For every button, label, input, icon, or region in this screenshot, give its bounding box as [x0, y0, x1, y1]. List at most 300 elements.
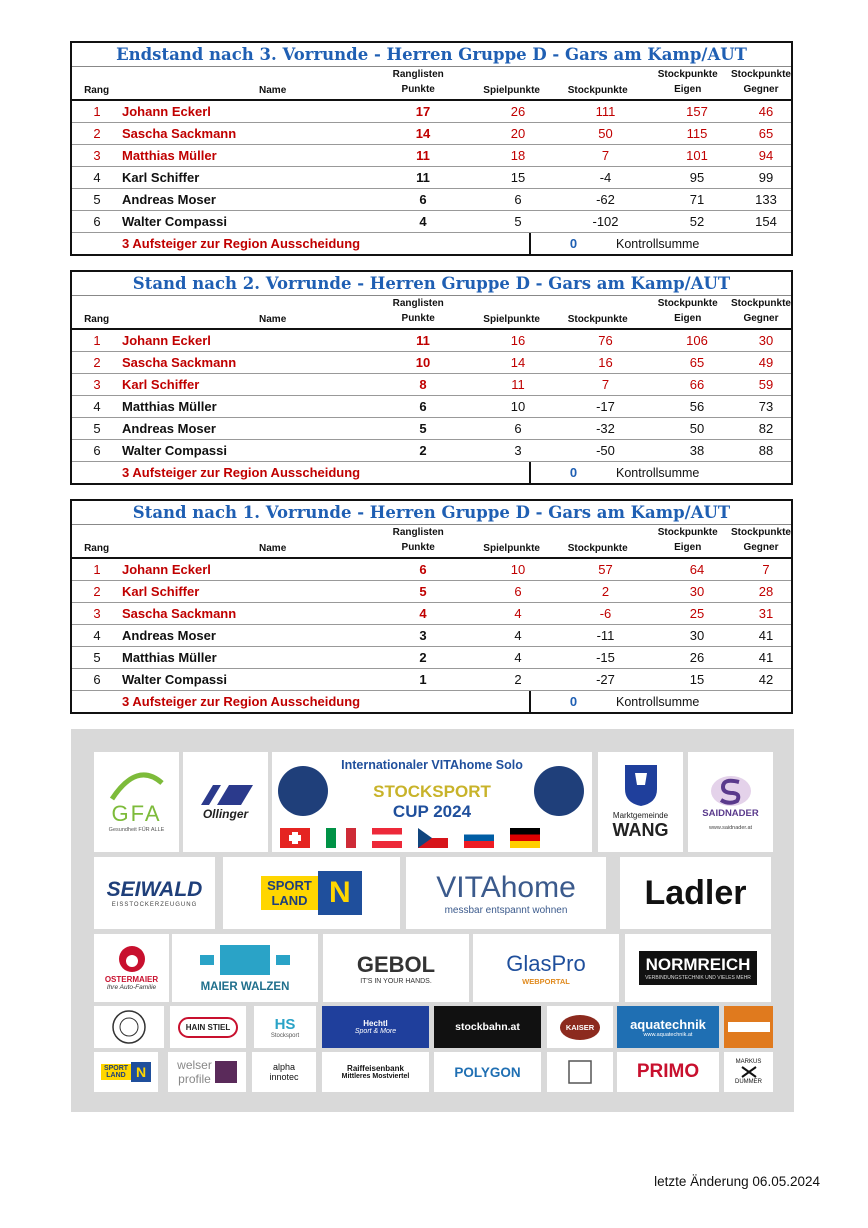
cell-stockpunkte: 7 — [601, 377, 610, 392]
cell-ranglisten-punkte: 1 — [419, 672, 427, 687]
markus-dummer-logo — [724, 1052, 773, 1092]
huber-logo — [724, 1006, 773, 1048]
header-gegner-line1: Stockpunkte — [730, 527, 791, 538]
raiffeisen-name: Raiffeisenbank — [347, 1064, 404, 1073]
cell-stockpunkte-eigen: 38 — [689, 443, 705, 458]
sponsor-panel — [71, 729, 794, 1112]
header-ranglisten-punkte — [364, 525, 472, 557]
cell-stockpunkte: -4 — [599, 170, 612, 185]
vitahome-logo — [406, 857, 606, 929]
wang-municipality: Marktgemeinde — [612, 811, 669, 820]
cell-name: Andreas Moser — [122, 421, 216, 436]
table-row — [72, 188, 791, 210]
control-sum-value: 0 — [569, 236, 578, 251]
sportland-sport: SPORT — [267, 878, 312, 893]
cell-stockpunkte-gegner: 49 — [758, 355, 774, 370]
gorilla-icon — [116, 945, 148, 975]
cell-stockpunkte-eigen: 30 — [689, 628, 705, 643]
table-row — [72, 417, 791, 439]
cell-stockpunkte: 16 — [598, 355, 613, 370]
cell-stockpunkte-eigen: 64 — [689, 562, 705, 577]
cup-right-emblem — [534, 766, 584, 816]
cell-stockpunkte: 2 — [601, 584, 610, 599]
ollinger-stripes-icon — [191, 783, 261, 807]
last-change-date: letzte Änderung 06.05.2024 — [654, 1174, 820, 1189]
sportland-small-n-icon: N — [131, 1062, 151, 1082]
cell-rang: 2 — [93, 584, 101, 599]
cell-name: Johann Eckerl — [122, 104, 211, 119]
cell-spielpunkte: 3 — [514, 443, 522, 458]
cell-name: Matthias Müller — [122, 650, 217, 665]
header-stockpunkte: Stockpunkte — [567, 314, 628, 325]
cell-stockpunkte-eigen: 30 — [689, 584, 705, 599]
cell-stockpunkte: -32 — [596, 421, 615, 436]
wang-name: WANG — [612, 820, 669, 840]
cell-stockpunkte-eigen: 157 — [686, 104, 708, 119]
cell-name: Matthias Müller — [122, 399, 217, 414]
header-gegner-line2: Gegner — [743, 313, 779, 324]
sportland-small-badge — [101, 1062, 151, 1082]
saidnader-logo — [688, 752, 773, 852]
cell-rang: 4 — [93, 628, 101, 643]
cell-spielpunkte: 20 — [510, 126, 526, 141]
cell-stockpunkte-eigen: 66 — [689, 377, 705, 392]
cell-spielpunkte: 4 — [514, 628, 522, 643]
cell-spielpunkte: 10 — [510, 399, 526, 414]
cell-stockpunkte: -6 — [599, 606, 612, 621]
cell-spielpunkte: 26 — [510, 104, 526, 119]
header-stockpunkte: Stockpunkte — [567, 85, 628, 96]
table-header — [72, 67, 791, 99]
normreich-logo — [625, 934, 771, 1002]
vitahome-name: VITAhome — [436, 870, 576, 904]
cell-stockpunkte: -15 — [596, 650, 615, 665]
header-eigen-line2: Eigen — [674, 313, 702, 324]
table-row — [72, 210, 791, 232]
cup-left-emblem — [278, 766, 328, 816]
header-spielpunkte: Spielpunkte — [483, 543, 540, 554]
control-sum-value: 0 — [569, 465, 578, 480]
hs-tagline: Stocksport — [270, 1032, 300, 1039]
cell-ranglisten-punkte: 6 — [419, 192, 427, 207]
cell-rang: 1 — [93, 562, 101, 577]
cell-rang: 1 — [93, 333, 101, 348]
cell-spielpunkte: 6 — [514, 421, 522, 436]
table-row — [72, 580, 791, 602]
vitahome-tagline: messbar entspannt wohnen — [444, 904, 568, 916]
cell-stockpunkte-gegner: 46 — [758, 104, 774, 119]
ollinger-logo — [183, 752, 268, 852]
gfa-logo — [94, 752, 179, 852]
table-title: Endstand nach 3. Vorrunde - Herren Gruppe D - Gars am Kamp/AUT — [72, 43, 791, 67]
cup-stocksport: STOCKSPORT — [373, 782, 491, 801]
cell-name: Karl Schiffer — [122, 377, 200, 392]
cell-stockpunkte-gegner: 41 — [758, 650, 774, 665]
cell-stockpunkte-gegner: 73 — [758, 399, 774, 414]
seiwald-logo — [94, 857, 215, 929]
table-row — [72, 373, 791, 395]
cell-stockpunkte-eigen: 15 — [689, 672, 705, 687]
cell-stockpunkte: -102 — [592, 214, 619, 229]
table-title: Stand nach 1. Vorrunde - Herren Gruppe D - Gars am Kamp/AUT — [72, 501, 791, 525]
cell-ranglisten-punkte: 11 — [416, 170, 430, 185]
czech-flag-icon — [418, 828, 448, 848]
cell-rang: 1 — [93, 104, 101, 119]
seiwald-tagline: EISSTOCKERZEUGUNG — [111, 902, 198, 908]
italy-flag-icon — [326, 828, 356, 848]
kaiser-name: KAISER — [560, 1015, 600, 1040]
cup-title: Internationaler VITAhome Solo — [341, 758, 523, 772]
huber-stripe — [728, 1022, 770, 1032]
cell-stockpunkte-gegner: 88 — [758, 443, 774, 458]
cell-rang: 2 — [93, 126, 101, 141]
welser-v-icon — [215, 1061, 237, 1083]
cell-name: Johann Eckerl — [122, 333, 211, 348]
kaiser-logo — [547, 1006, 613, 1048]
cell-spielpunkte: 4 — [514, 606, 522, 621]
cell-stockpunkte-eigen: 101 — [686, 148, 708, 163]
qualifier-note: 3 Aufsteiger zur Region Ausscheidung — [72, 233, 531, 254]
control-sum-value: 0 — [569, 694, 578, 709]
table-row — [72, 144, 791, 166]
header-name: Name — [259, 85, 287, 96]
table-row — [72, 166, 791, 188]
cell-rang: 3 — [93, 606, 101, 621]
table-row — [72, 668, 791, 690]
cell-rang: 2 — [93, 355, 101, 370]
maierwalzen-logo — [172, 934, 318, 1002]
normreich-name: NORMREICH — [645, 955, 751, 974]
cell-stockpunkte: 111 — [595, 104, 616, 119]
glaspro-name: GlasPro — [506, 950, 586, 976]
gebol-name: GEBOL — [356, 951, 436, 977]
header-ranglisten-line2: Punkte — [401, 542, 435, 553]
cell-ranglisten-punkte: 4 — [419, 606, 427, 621]
dummer-name: DUMMER — [735, 1079, 762, 1085]
cell-ranglisten-punkte: 8 — [419, 377, 427, 392]
header-rang: Rang — [84, 543, 110, 554]
cell-spielpunkte: 11 — [511, 377, 525, 392]
glaspro-logo — [473, 934, 619, 1002]
header-stockpunkte-eigen — [644, 67, 731, 99]
rb-consulting-logo — [547, 1052, 613, 1092]
gebol-tagline: IT'S IN YOUR HANDS. — [360, 977, 432, 985]
cell-stockpunkte: -17 — [596, 399, 615, 414]
table-header — [72, 525, 791, 557]
cell-name: Karl Schiffer — [122, 584, 200, 599]
raiffeisen-region: Mittleres Mostviertel — [341, 1073, 410, 1080]
header-ranglisten-line1: Ranglisten — [392, 527, 444, 538]
seiwald-name: SEIWALD — [106, 878, 203, 901]
cell-name: Andreas Moser — [122, 192, 216, 207]
cell-stockpunkte-gegner: 82 — [758, 421, 774, 436]
cell-stockpunkte: -27 — [596, 672, 615, 687]
glaspro-tagline: WEBPORTAL — [522, 976, 570, 986]
cell-name: Johann Eckerl — [122, 562, 211, 577]
cell-stockpunkte: 50 — [598, 126, 613, 141]
cell-rang: 3 — [93, 377, 101, 392]
control-sum-label: Kontrollsumme — [616, 465, 700, 480]
cell-ranglisten-punkte: 11 — [416, 148, 430, 163]
table-footer — [72, 690, 791, 712]
cell-ranglisten-punkte: 11 — [416, 333, 430, 348]
cell-rang: 4 — [93, 170, 101, 185]
cell-stockpunkte-gegner: 133 — [755, 192, 777, 207]
cell-stockpunkte-eigen: 50 — [689, 421, 705, 436]
header-rang: Rang — [84, 314, 110, 325]
cell-stockpunkte-eigen: 26 — [689, 650, 705, 665]
alpha-name: alpha — [272, 1062, 296, 1072]
cell-spielpunkte: 16 — [510, 333, 526, 348]
normreich-badge — [639, 951, 757, 985]
table-row — [72, 122, 791, 144]
control-sum-label: Kontrollsumme — [616, 236, 700, 251]
cell-spielpunkte: 2 — [514, 672, 522, 687]
cell-name: Walter Compassi — [122, 672, 227, 687]
saidnader-url: www.saidnader.at — [708, 824, 753, 831]
cell-stockpunkte-gegner: 41 — [758, 628, 774, 643]
sportland-badge — [261, 871, 362, 915]
club-seal-icon — [111, 1009, 147, 1045]
welser-profile: profile — [178, 1072, 211, 1086]
cup-2024-logo — [272, 752, 592, 852]
gebol-logo — [323, 934, 469, 1002]
cell-ranglisten-punkte: 10 — [415, 355, 431, 370]
header-stockpunkte-eigen — [644, 525, 731, 557]
stockbahn-logo — [434, 1006, 541, 1048]
header-ranglisten-punkte — [364, 67, 472, 99]
aquatechnik-name: aquatechnik — [630, 1016, 706, 1032]
standings-table — [70, 270, 793, 485]
cell-ranglisten-punkte: 2 — [419, 443, 427, 458]
maierwalzen-name: MAIER WALZEN — [200, 981, 290, 993]
qualifier-note: 3 Aufsteiger zur Region Ausscheidung — [72, 691, 531, 712]
ladler-name: Ladler — [644, 873, 747, 912]
sportland-n-icon: N — [318, 871, 362, 915]
cell-stockpunkte-gegner: 94 — [758, 148, 774, 163]
cell-stockpunkte-eigen: 106 — [686, 333, 708, 348]
header-gegner-line1: Stockpunkte — [730, 69, 791, 80]
cell-name: Walter Compassi — [122, 443, 227, 458]
cell-name: Walter Compassi — [122, 214, 227, 229]
ostermaier-tagline: Ihre Auto-Familie — [106, 984, 157, 991]
cell-ranglisten-punkte: 17 — [415, 104, 431, 119]
cell-name: Andreas Moser — [122, 628, 216, 643]
cell-stockpunkte-gegner: 42 — [758, 672, 774, 687]
small-club-logo — [94, 1006, 164, 1048]
table-title: Stand nach 2. Vorrunde - Herren Gruppe D - Gars am Kamp/AUT — [72, 272, 791, 296]
raiffeisen-logo — [322, 1052, 429, 1092]
cell-stockpunkte-eigen: 115 — [686, 126, 708, 141]
header-stockpunkte-eigen — [644, 296, 731, 328]
aquatechnik-url: www.aquatechnik.at — [643, 1031, 693, 1038]
header-ranglisten-line1: Ranglisten — [392, 69, 444, 80]
sportland-small-logo — [94, 1052, 158, 1092]
header-gegner-line2: Gegner — [743, 542, 779, 553]
cell-spielpunkte: 4 — [514, 650, 522, 665]
cell-spielpunkte: 6 — [514, 584, 522, 599]
table-row — [72, 646, 791, 668]
cell-name: Matthias Müller — [122, 148, 217, 163]
cell-stockpunkte: -11 — [596, 628, 615, 643]
table-footer — [72, 461, 791, 483]
header-eigen-line2: Eigen — [674, 542, 702, 553]
cell-ranglisten-punkte: 4 — [419, 214, 427, 229]
cell-name: Sascha Sackmann — [122, 606, 237, 621]
normreich-tagline: VERBINDUNGSTECHNIK UND VIELES MEHR — [645, 975, 751, 981]
primo-logo — [617, 1052, 719, 1092]
cell-ranglisten-punkte: 5 — [419, 421, 427, 436]
cell-stockpunkte-eigen: 25 — [689, 606, 705, 621]
hechtl-name: Hechtl — [363, 1019, 388, 1028]
gfa-swoosh-icon — [107, 771, 167, 801]
germany-flag-icon — [510, 828, 540, 848]
sportland-small-land: LAND — [106, 1072, 126, 1079]
cell-rang: 4 — [93, 399, 101, 414]
cell-stockpunkte-gegner: 31 — [758, 606, 774, 621]
header-eigen-line1: Stockpunkte — [657, 527, 718, 538]
innotec-name: innotec — [269, 1072, 299, 1082]
header-stockpunkte-gegner — [731, 296, 791, 328]
hainstiel-logo — [170, 1006, 246, 1048]
header-rang: Rang — [84, 85, 110, 96]
walzen-icon — [200, 943, 290, 977]
cell-ranglisten-punkte: 14 — [415, 126, 431, 141]
cell-spielpunkte: 14 — [510, 355, 526, 370]
cell-stockpunkte-gegner: 99 — [758, 170, 774, 185]
table-footer — [72, 232, 791, 254]
cell-spielpunkte: 10 — [510, 562, 526, 577]
header-stockpunkte-gegner — [731, 67, 791, 99]
cell-stockpunkte: 57 — [598, 562, 613, 577]
cell-stockpunkte-eigen: 52 — [689, 214, 705, 229]
qualifier-note: 3 Aufsteiger zur Region Ausscheidung — [72, 462, 531, 483]
cell-stockpunkte-gegner: 30 — [758, 333, 774, 348]
cell-name: Sascha Sackmann — [122, 355, 237, 370]
switzerland-flag-icon — [280, 828, 310, 848]
cell-rang: 5 — [93, 650, 101, 665]
header-eigen-line1: Stockpunkte — [657, 69, 718, 80]
country-flags — [280, 828, 540, 848]
cell-ranglisten-punkte: 3 — [419, 628, 427, 643]
cell-stockpunkte: 7 — [601, 148, 610, 163]
header-eigen-line1: Stockpunkte — [657, 298, 718, 309]
table-row — [72, 99, 791, 122]
table-row — [72, 602, 791, 624]
austria-flag-icon — [372, 828, 402, 848]
slovenia-flag-icon — [464, 828, 494, 848]
wang-coat-of-arms-icon — [623, 763, 659, 807]
ostermaier-name: OSTERMAIER — [104, 975, 159, 984]
header-stockpunkte: Stockpunkte — [567, 543, 628, 554]
table-row — [72, 557, 791, 580]
header-ranglisten-line2: Punkte — [401, 313, 435, 324]
header-name: Name — [259, 314, 287, 325]
cell-name: Sascha Sackmann — [122, 126, 237, 141]
header-spielpunkte: Spielpunkte — [483, 85, 540, 96]
cell-spielpunkte: 18 — [510, 148, 526, 163]
cell-rang: 6 — [93, 672, 101, 687]
hechtl-logo — [322, 1006, 429, 1048]
header-gegner-line2: Gegner — [743, 84, 779, 95]
cell-stockpunkte-eigen: 71 — [689, 192, 705, 207]
cell-stockpunkte: -62 — [596, 192, 615, 207]
rb-monogram-icon — [567, 1059, 593, 1085]
welser-name: welser — [177, 1058, 212, 1072]
cell-rang: 3 — [93, 148, 101, 163]
cell-spielpunkte: 15 — [510, 170, 526, 185]
cell-name: Karl Schiffer — [122, 170, 200, 185]
control-sum-label: Kontrollsumme — [616, 694, 700, 709]
tools-icon — [740, 1065, 758, 1079]
hainstiel-name: HAIN STIEL — [178, 1017, 238, 1038]
header-ranglisten-line1: Ranglisten — [392, 298, 444, 309]
sportland-land: LAND — [271, 893, 308, 908]
sportland-small-sport: SPORT — [103, 1065, 129, 1072]
cell-rang: 6 — [93, 214, 101, 229]
polygon-name: POLYGON — [454, 1064, 521, 1080]
welser-profile-logo — [168, 1052, 246, 1092]
header-eigen-line2: Eigen — [674, 84, 702, 95]
cell-ranglisten-punkte: 6 — [419, 399, 427, 414]
gfa-tagline: Gesundheit FÜR ALLE — [108, 827, 165, 833]
wang-logo — [598, 752, 683, 852]
table-row — [72, 395, 791, 417]
gfa-name: GFA — [111, 801, 162, 826]
cell-stockpunkte-gegner: 59 — [758, 377, 774, 392]
hechtl-tagline: Sport & More — [354, 1028, 397, 1035]
table-header — [72, 296, 791, 328]
sportland-logo — [223, 857, 400, 929]
cell-stockpunkte-gegner: 28 — [758, 584, 774, 599]
cell-spielpunkte: 5 — [514, 214, 522, 229]
ollinger-name: Ollinger — [202, 807, 249, 821]
header-stockpunkte-gegner — [731, 525, 791, 557]
cell-ranglisten-punkte: 5 — [419, 584, 427, 599]
hs-name: HS — [274, 1015, 296, 1033]
cell-stockpunkte: -50 — [596, 443, 615, 458]
saidnader-s-icon — [709, 774, 753, 808]
cell-rang: 6 — [93, 443, 101, 458]
standings-table — [70, 41, 793, 256]
cell-rang: 5 — [93, 421, 101, 436]
stockbahn-name: stockbahn.at — [455, 1021, 520, 1033]
header-gegner-line1: Stockpunkte — [730, 298, 791, 309]
cup-year: CUP 2024 — [392, 802, 472, 821]
header-ranglisten-line2: Punkte — [401, 84, 435, 95]
cell-stockpunkte-eigen: 95 — [689, 170, 705, 185]
cell-spielpunkte: 6 — [514, 192, 522, 207]
table-row — [72, 351, 791, 373]
table-row — [72, 328, 791, 351]
header-spielpunkte: Spielpunkte — [483, 314, 540, 325]
saidnader-name: SAIDNADER — [702, 807, 759, 819]
table-row — [72, 439, 791, 461]
header-ranglisten-punkte — [364, 296, 472, 328]
alpha-innotec-logo — [252, 1052, 316, 1092]
cell-stockpunkte-gegner: 7 — [762, 562, 770, 577]
cell-rang: 5 — [93, 192, 101, 207]
cell-stockpunkte-gegner: 65 — [758, 126, 774, 141]
ladler-logo — [620, 857, 771, 929]
cell-ranglisten-punkte: 2 — [419, 650, 427, 665]
hs-stocksport-logo — [254, 1006, 316, 1048]
standings-table — [70, 499, 793, 714]
ostermaier-logo — [94, 934, 169, 1002]
cell-stockpunkte-gegner: 154 — [755, 214, 777, 229]
aquatechnik-logo — [617, 1006, 719, 1048]
polygon-logo — [434, 1052, 541, 1092]
